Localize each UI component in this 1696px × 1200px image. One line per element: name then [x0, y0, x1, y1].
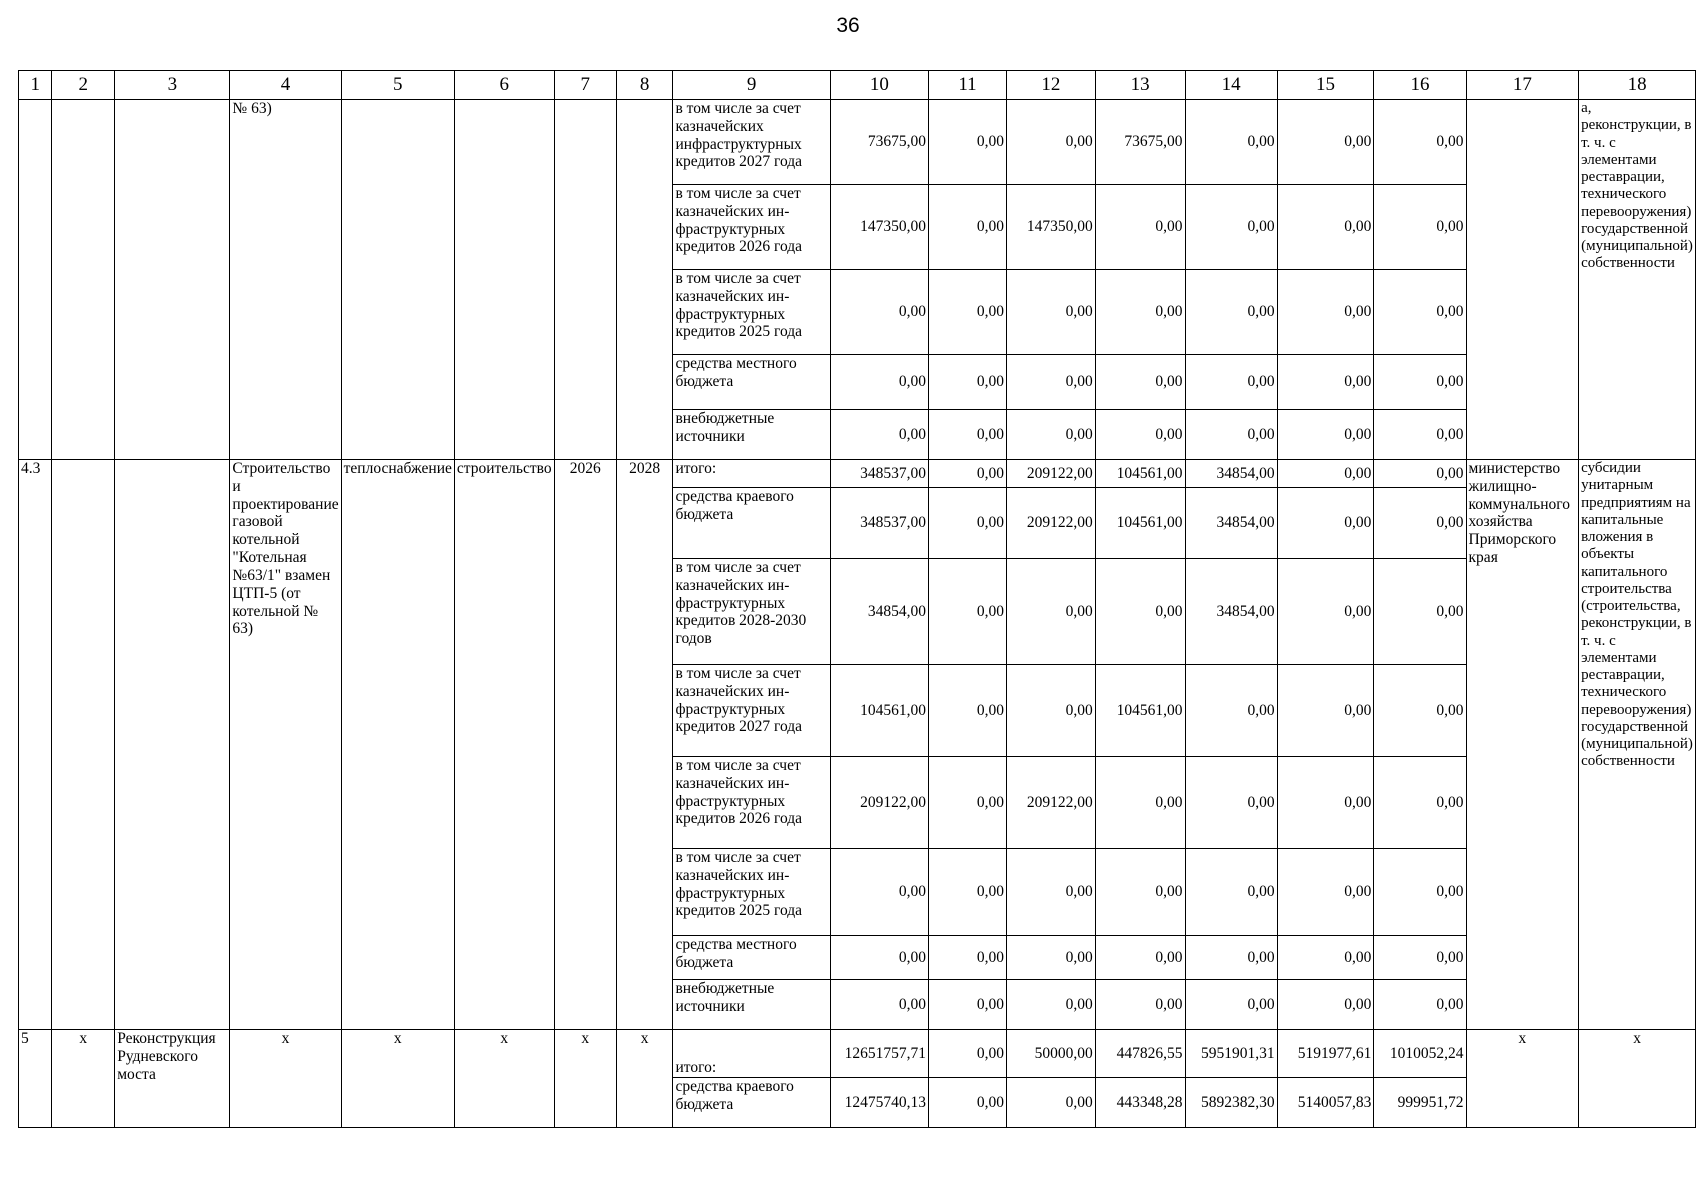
cell-col8: х — [616, 1030, 673, 1128]
funding-source-label: средства краевого бюджета — [673, 488, 830, 559]
header-cell: 8 — [616, 71, 673, 100]
cell-col6-work-type: строительство — [454, 460, 554, 1030]
header-cell: 3 — [115, 71, 230, 100]
funding-source-label: в том числе за счет казначейских ин-фраструктурных кредитов 2026 года — [673, 757, 830, 849]
amount-cell: 0,00 — [1374, 849, 1466, 936]
amount-cell: 0,00 — [928, 1078, 1006, 1128]
amount-cell: 0,00 — [1185, 100, 1277, 185]
header-cell: 10 — [830, 71, 928, 100]
amount-cell: 0,00 — [928, 488, 1006, 559]
header-cell: 9 — [673, 71, 830, 100]
header-cell: 13 — [1095, 71, 1185, 100]
header-cell: 1 — [19, 71, 52, 100]
amount-cell: 0,00 — [1277, 665, 1374, 757]
funding-source-label: внебюджетные источники — [673, 410, 830, 460]
amount-cell: 0,00 — [1095, 270, 1185, 355]
amount-cell: 0,00 — [1006, 100, 1095, 185]
amount-cell: 0,00 — [928, 100, 1006, 185]
amount-cell: 50000,00 — [1006, 1030, 1095, 1078]
cell-col7-start-year: 2026 — [554, 460, 616, 1030]
amount-cell: 147350,00 — [830, 185, 928, 270]
amount-cell: 0,00 — [928, 559, 1006, 665]
header-cell: 15 — [1277, 71, 1374, 100]
amount-cell: 0,00 — [928, 849, 1006, 936]
amount-cell: 209122,00 — [1006, 460, 1095, 488]
cell-col3 — [115, 460, 230, 1030]
amount-cell: 0,00 — [1277, 355, 1374, 410]
cell-col3-event: Реконструкция Рудневского моста — [115, 1030, 230, 1128]
cell-col1 — [19, 100, 52, 460]
amount-cell: 0,00 — [1277, 410, 1374, 460]
amount-cell: 443348,28 — [1095, 1078, 1185, 1128]
cell-col17-responsible: министерство жилищно-коммунального хозяйства Приморского края — [1466, 460, 1579, 1030]
amount-cell: 0,00 — [1374, 488, 1466, 559]
amount-cell: 0,00 — [928, 355, 1006, 410]
amount-cell: 0,00 — [1277, 757, 1374, 849]
amount-cell: 73675,00 — [1095, 100, 1185, 185]
cell-col2 — [52, 460, 115, 1030]
amount-cell: 0,00 — [928, 410, 1006, 460]
amount-cell: 0,00 — [1277, 849, 1374, 936]
funding-source-label: в том числе за счет казначейских ин-фраструктурных кредитов 2027 года — [673, 665, 830, 757]
amount-cell: 0,00 — [1095, 185, 1185, 270]
funding-source-label: в том числе за счет казначейских инфраструктурных кредитов 2027 года — [673, 100, 830, 185]
cell-col8-end-year: 2028 — [616, 460, 673, 1030]
amount-cell: 0,00 — [1006, 355, 1095, 410]
amount-cell: 0,00 — [1006, 270, 1095, 355]
amount-cell: 209122,00 — [830, 757, 928, 849]
amount-cell: 104561,00 — [1095, 488, 1185, 559]
cell-col5-sector: теплоснабжение — [341, 460, 454, 1030]
amount-cell: 0,00 — [928, 185, 1006, 270]
header-cell: 17 — [1466, 71, 1579, 100]
amount-cell: 0,00 — [1374, 936, 1466, 980]
amount-cell: 0,00 — [1185, 980, 1277, 1030]
header-cell: 14 — [1185, 71, 1277, 100]
cell-col17: х — [1466, 1030, 1579, 1128]
table-row — [19, 1030, 1696, 1078]
amount-cell: 0,00 — [1277, 460, 1374, 488]
amount-cell: 0,00 — [1006, 936, 1095, 980]
amount-cell: 104561,00 — [830, 665, 928, 757]
amount-cell: 0,00 — [1095, 559, 1185, 665]
funding-source-label: в том числе за счет казначейских ин-фраструктурных кредитов 2025 года — [673, 270, 830, 355]
amount-cell: 34854,00 — [1185, 460, 1277, 488]
amount-cell: 0,00 — [1006, 410, 1095, 460]
amount-cell: 0,00 — [1006, 1078, 1095, 1128]
cell-row-number: 5 — [19, 1030, 52, 1128]
budget-table — [18, 70, 1696, 1128]
cell-col2 — [52, 100, 115, 460]
amount-cell: 0,00 — [1374, 665, 1466, 757]
amount-cell: 0,00 — [1374, 460, 1466, 488]
cell-col3 — [115, 100, 230, 460]
amount-cell: 0,00 — [830, 410, 928, 460]
amount-cell: 0,00 — [1095, 849, 1185, 936]
header-cell: 12 — [1006, 71, 1095, 100]
amount-cell: 0,00 — [830, 270, 928, 355]
funding-source-label: в том числе за счет казначейских ин-фраструктурных кредитов 2026 года — [673, 185, 830, 270]
amount-cell: 147350,00 — [1006, 185, 1095, 270]
amount-cell: 0,00 — [1095, 355, 1185, 410]
amount-cell: 0,00 — [1277, 488, 1374, 559]
amount-cell: 0,00 — [1374, 270, 1466, 355]
funding-source-label: в том числе за счет казначейских ин-фраструктурных кредитов 2025 года — [673, 849, 830, 936]
funding-source-label: внебюджетные источники — [673, 980, 830, 1030]
cell-col2: х — [52, 1030, 115, 1128]
amount-cell: 0,00 — [1374, 355, 1466, 410]
funding-source-label: средства местного бюджета — [673, 936, 830, 980]
amount-cell: 5892382,30 — [1185, 1078, 1277, 1128]
amount-cell: 0,00 — [1374, 980, 1466, 1030]
funding-source-label: итого: — [673, 460, 830, 488]
table-row — [19, 100, 1696, 185]
amount-cell: 0,00 — [1095, 410, 1185, 460]
amount-cell: 0,00 — [1185, 936, 1277, 980]
amount-cell: 0,00 — [1185, 355, 1277, 410]
amount-cell: 0,00 — [1277, 936, 1374, 980]
amount-cell: 348537,00 — [830, 488, 928, 559]
header-row — [19, 71, 1696, 100]
amount-cell: 0,00 — [928, 980, 1006, 1030]
amount-cell: 73675,00 — [830, 100, 928, 185]
header-cell: 11 — [928, 71, 1006, 100]
funding-source-label: средства местного бюджета — [673, 355, 830, 410]
amount-cell: 5191977,61 — [1277, 1030, 1374, 1078]
amount-cell: 0,00 — [928, 936, 1006, 980]
amount-cell: 0,00 — [1277, 270, 1374, 355]
amount-cell: 348537,00 — [830, 460, 928, 488]
amount-cell: 0,00 — [1185, 849, 1277, 936]
amount-cell: 0,00 — [1277, 185, 1374, 270]
amount-cell: 0,00 — [1185, 665, 1277, 757]
amount-cell: 0,00 — [1095, 757, 1185, 849]
page-number: 36 — [836, 14, 860, 37]
cell-col6: х — [454, 1030, 554, 1128]
funding-source-label: итого: — [673, 1030, 830, 1078]
amount-cell: 1010052,24 — [1374, 1030, 1466, 1078]
amount-cell: 0,00 — [1277, 559, 1374, 665]
amount-cell: 34854,00 — [830, 559, 928, 665]
amount-cell: 0,00 — [830, 980, 928, 1030]
amount-cell: 0,00 — [928, 1030, 1006, 1078]
cell-col8 — [616, 100, 673, 460]
amount-cell: 34854,00 — [1185, 488, 1277, 559]
amount-cell: 0,00 — [830, 936, 928, 980]
cell-col4: х — [230, 1030, 341, 1128]
cell-col7 — [554, 100, 616, 460]
header-cell: 4 — [230, 71, 341, 100]
table-row — [19, 460, 1696, 488]
amount-cell: 5140057,83 — [1277, 1078, 1374, 1128]
amount-cell: 0,00 — [928, 757, 1006, 849]
amount-cell: 0,00 — [1374, 757, 1466, 849]
amount-cell: 0,00 — [1374, 100, 1466, 185]
amount-cell: 0,00 — [830, 849, 928, 936]
amount-cell: 0,00 — [1277, 980, 1374, 1030]
amount-cell: 0,00 — [1185, 410, 1277, 460]
amount-cell: 0,00 — [1095, 980, 1185, 1030]
cell-col17 — [1466, 100, 1579, 460]
amount-cell: 209122,00 — [1006, 488, 1095, 559]
cell-col4-object: № 63) — [230, 100, 341, 460]
header-cell: 2 — [52, 71, 115, 100]
header-cell: 18 — [1579, 71, 1696, 100]
amount-cell: 34854,00 — [1185, 559, 1277, 665]
amount-cell: 0,00 — [1185, 185, 1277, 270]
amount-cell: 999951,72 — [1374, 1078, 1466, 1128]
amount-cell: 0,00 — [1006, 559, 1095, 665]
amount-cell: 12475740,13 — [830, 1078, 928, 1128]
amount-cell: 447826,55 — [1095, 1030, 1185, 1078]
header-cell: 5 — [341, 71, 454, 100]
amount-cell: 0,00 — [830, 355, 928, 410]
amount-cell: 104561,00 — [1095, 460, 1185, 488]
amount-cell: 12651757,71 — [830, 1030, 928, 1078]
cell-col18: х — [1579, 1030, 1696, 1128]
amount-cell: 0,00 — [1006, 980, 1095, 1030]
amount-cell: 0,00 — [928, 460, 1006, 488]
amount-cell: 0,00 — [1374, 559, 1466, 665]
cell-row-number: 4.3 — [19, 460, 52, 1030]
cell-col5: х — [341, 1030, 454, 1128]
amount-cell: 0,00 — [1095, 936, 1185, 980]
amount-cell: 0,00 — [1185, 757, 1277, 849]
amount-cell: 209122,00 — [1006, 757, 1095, 849]
amount-cell: 0,00 — [1277, 100, 1374, 185]
amount-cell: 0,00 — [928, 270, 1006, 355]
amount-cell: 0,00 — [1374, 185, 1466, 270]
cell-col6 — [454, 100, 554, 460]
cell-col7: х — [554, 1030, 616, 1128]
amount-cell: 0,00 — [1374, 410, 1466, 460]
amount-cell: 0,00 — [928, 665, 1006, 757]
cell-col18-subsidy-type: а, реконструкции, в т. ч. с элементами реставрации, технического перевооружения) государственной (муниципальной) собственности — [1579, 100, 1696, 460]
amount-cell: 104561,00 — [1095, 665, 1185, 757]
header-cell: 6 — [454, 71, 554, 100]
funding-source-label: средства краевого бюджета — [673, 1078, 830, 1128]
amount-cell: 5951901,31 — [1185, 1030, 1277, 1078]
cell-col4-object: Строительство и проектирование газовой котельной "Котельная №63/1" взамен ЦТП-5 (от котельной № 63) — [230, 460, 341, 1030]
cell-col18-subsidy-type: субсидии унитарным предприятиям на капитальные вложения в объекты капитального строительства (строительства, реконструкции, в т. ч. с элементами реставрации, технического перевооружения) государственной (муниципальной) собственности — [1579, 460, 1696, 1030]
amount-cell: 0,00 — [1185, 270, 1277, 355]
header-cell: 7 — [554, 71, 616, 100]
funding-source-label: в том числе за счет казначейских ин-фраструктурных кредитов 2028-2030 годов — [673, 559, 830, 665]
amount-cell: 0,00 — [1006, 849, 1095, 936]
cell-col5 — [341, 100, 454, 460]
header-cell: 16 — [1374, 71, 1466, 100]
amount-cell: 0,00 — [1006, 665, 1095, 757]
